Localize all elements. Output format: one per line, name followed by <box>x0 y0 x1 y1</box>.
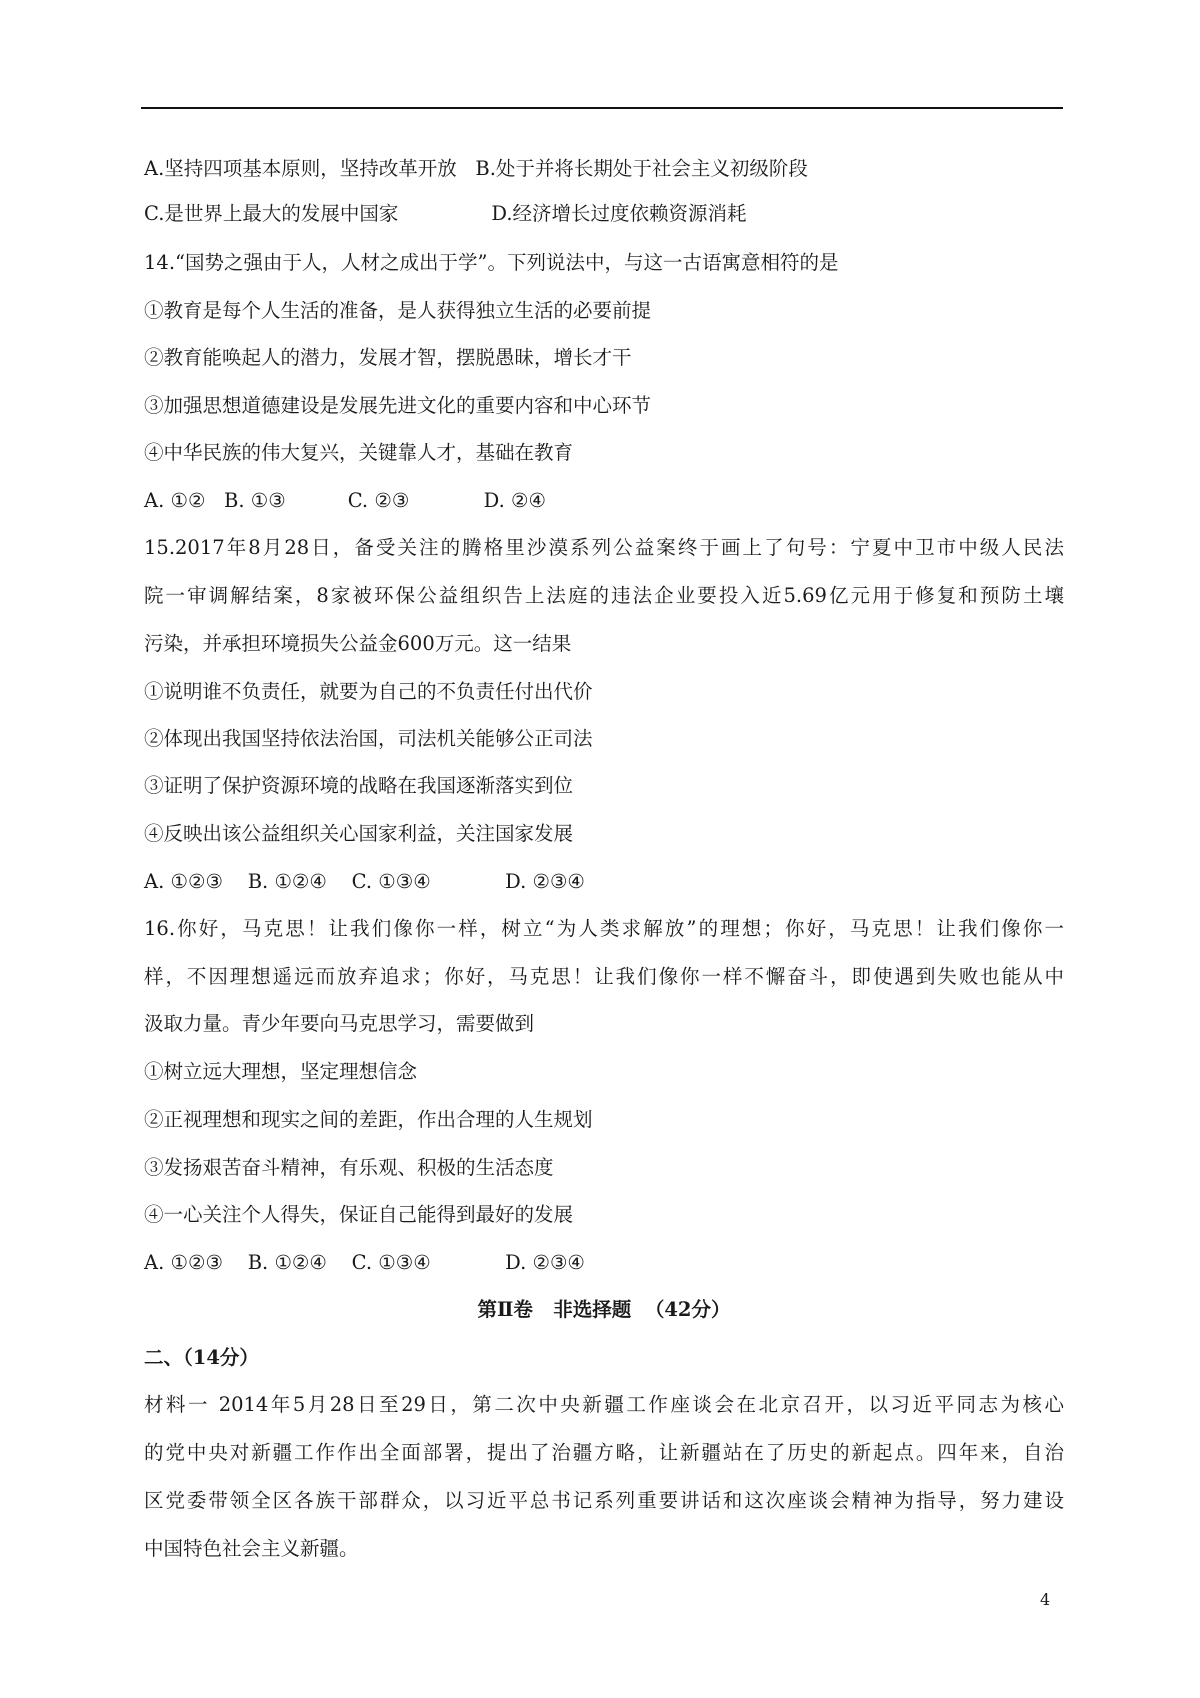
q15-stem-line-3: 污染，并承担环境损失公益金600万元。这一结果 <box>144 632 572 655</box>
q13-options-line-2: C.是世界上最大的发展中国家 D.经济增长过度依赖资源消耗 <box>144 202 747 225</box>
q13-options-line-1: A.坚持四项基本原则，坚持改革开放 B.处于并将长期处于社会主义初级阶段 <box>144 157 808 180</box>
page-number: 4 <box>1040 1590 1051 1609</box>
q16-stem-line-3: 汲取力量。青少年要向马克思学习，需要做到 <box>144 1012 535 1035</box>
q14-item-1: ①教育是每个人生活的准备，是人获得独立生活的必要前提 <box>144 299 652 322</box>
material-one-line-4: 中国特色社会主义新疆。 <box>144 1537 359 1560</box>
q15-stem-line-1: 15.2017年8月28日，备受关注的腾格里沙漠系列公益案终于画上了句号：宁夏中卫市中级人民法 <box>144 536 1064 559</box>
q16-options: A. ①②③ B. ①②④ C. ①③④ D. ②③④ <box>144 1251 585 1274</box>
q16-stem-line-1: 16.你好，马克思！让我们像你一样，树立“为人类求解放”的理想；你好，马克思！让我们像你一 <box>144 917 1064 940</box>
q15-item-3: ③证明了保护资源环境的战略在我国逐渐落实到位 <box>144 774 574 797</box>
q15-item-2: ②体现出我国坚持依法治国，司法机关能够公正司法 <box>144 727 593 750</box>
q15-item-1: ①说明谁不负责任，就要为自己的不负责任付出代价 <box>144 680 593 703</box>
q15-item-4: ④反映出该公益组织关心国家利益，关注国家发展 <box>144 822 574 845</box>
material-one-line-1: 材料一 2014年5月28日至29日，第二次中央新疆工作座谈会在北京召开，以习近平同志为核心 <box>144 1393 1064 1416</box>
material-one-line-2: 的党中央对新疆工作作出全面部署，提出了治疆方略，让新疆站在了历史的新起点。四年来，自治 <box>144 1441 1064 1464</box>
q16-stem-line-2: 样，不因理想遥远而放弃追求；你好，马克思！让我们像你一样不懈奋斗，即使遇到失败也能从中 <box>144 965 1064 988</box>
section-two-label: 二、（14分） <box>144 1346 259 1369</box>
q16-item-3: ③发扬艰苦奋斗精神，有乐观、积极的生活态度 <box>144 1156 554 1179</box>
header-rule <box>141 107 1063 109</box>
q15-stem-line-2: 院一审调解结案，8家被环保公益组织告上法庭的违法企业要投入近5.69亿元用于修复和预防土壤 <box>144 584 1064 607</box>
q15-options: A. ①②③ B. ①②④ C. ①③④ D. ②③④ <box>144 870 585 893</box>
q14-item-4: ④中华民族的伟大复兴，关键靠人才，基础在教育 <box>144 441 574 464</box>
q14-stem: 14.“国势之强由于人，人材之成出于学”。下列说法中，与这一古语寓意相符的是 <box>144 251 839 274</box>
q14-item-2: ②教育能唤起人的潜力，发展才智，摆脱愚昧，增长才干 <box>144 346 632 369</box>
q16-item-2: ②正视理想和现实之间的差距，作出合理的人生规划 <box>144 1108 593 1131</box>
q16-item-1: ①树立远大理想，坚定理想信念 <box>144 1060 418 1083</box>
part-two-title: 第Ⅱ卷 非选择题 （42分） <box>477 1298 731 1321</box>
material-one-line-3: 区党委带领全区各族干部群众，以习近平总书记系列重要讲话和这次座谈会精神为指导，努力建设 <box>144 1489 1064 1512</box>
q16-item-4: ④一心关注个人得失，保证自己能得到最好的发展 <box>144 1203 574 1226</box>
q14-item-3: ③加强思想道德建设是发展先进文化的重要内容和中心环节 <box>144 394 652 417</box>
q14-options: A. ①② B. ①③ C. ②③ D. ②④ <box>144 489 546 512</box>
